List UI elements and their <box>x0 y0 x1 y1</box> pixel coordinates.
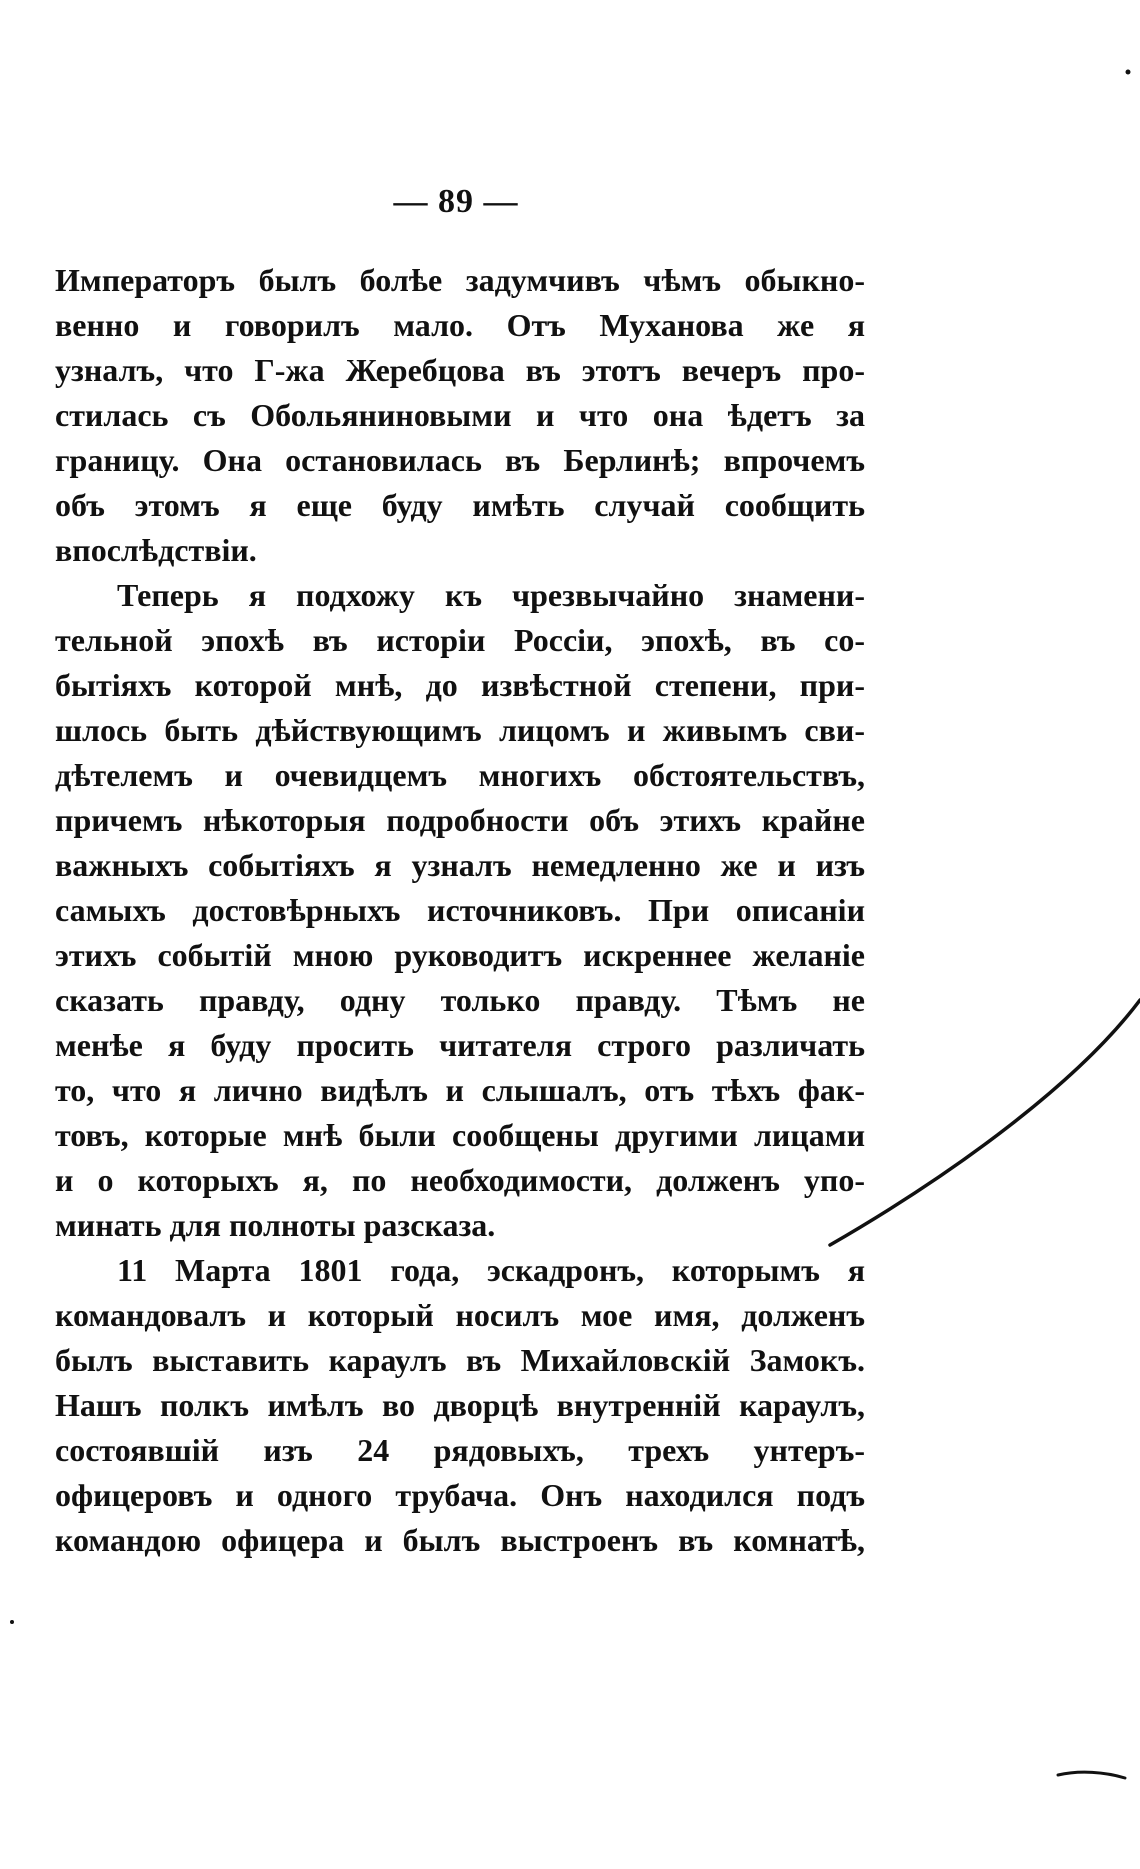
text-line: объ этомъ я еще буду имѣть случай сообщить <box>55 487 865 523</box>
text-line: 11 Марта 1801 года, эскадронъ, которымъ я <box>117 1252 865 1288</box>
text-line: командовалъ и который носилъ мое имя, долженъ <box>55 1297 865 1333</box>
text-line: важныхъ событіяхъ я узналъ немедленно же и изъ <box>55 847 865 883</box>
text-line: менѣе я буду просить читателя строго различать <box>55 1027 865 1063</box>
text-line: стилась съ Обольяниновыми и что она ѣдетъ за <box>55 397 865 433</box>
text-line: сказать правду, одну только правду. Тѣмъ не <box>55 982 865 1018</box>
text-line: товъ, которые мнѣ были сообщены другими лицами <box>55 1117 865 1153</box>
speck-mark <box>1126 70 1131 75</box>
pencil-stroke-mark <box>830 1000 1140 1245</box>
text-line: самыхъ достовѣрныхъ источниковъ. При описаніи <box>55 892 865 928</box>
text-line: состоявшій изъ 24 рядовыхъ, трехъ унтеръ- <box>55 1432 865 1468</box>
text-line: офицеровъ и одного трубача. Онъ находился подъ <box>55 1477 865 1513</box>
speck-mark <box>10 1620 14 1624</box>
text-line: этихъ событій мною руководитъ искреннее желаніе <box>55 937 865 973</box>
text-line: бытіяхъ которой мнѣ, до извѣстной степени, при- <box>55 667 865 703</box>
text-line: впослѣдствіи. <box>55 532 257 568</box>
text-line: тельной эпохѣ въ исторіи Россіи, эпохѣ, въ со- <box>55 622 865 658</box>
text-line: былъ выставить караулъ въ Михайловскій Замокъ. <box>55 1342 865 1378</box>
text-line: венно и говорилъ мало. Отъ Муханова же я <box>55 307 865 343</box>
text-line: причемъ нѣкоторыя подробности объ этихъ крайне <box>55 802 865 838</box>
body-text <box>55 258 865 1563</box>
text-line: Императоръ былъ болѣе задумчивъ чѣмъ обыкно- <box>55 262 865 298</box>
text-line: Теперь я подхожу къ чрезвычайно знамени- <box>117 577 865 613</box>
text-line: Нашъ полкъ имѣлъ во дворцѣ внутренній караулъ, <box>55 1387 865 1423</box>
dash-mark <box>1058 1772 1125 1778</box>
text-line: шлось быть дѣйствующимъ лицомъ и живымъ сви- <box>55 712 865 748</box>
text-line: командою офицера и былъ выстроенъ въ комнатѣ, <box>55 1522 865 1558</box>
text-line: то, что я лично видѣлъ и слышалъ, отъ тѣхъ фак- <box>55 1072 865 1108</box>
text-line: дѣтелемъ и очевидцемъ многихъ обстоятельствъ, <box>55 757 865 793</box>
page-number: — 89 — <box>393 183 519 220</box>
text-line: минать для полноты разсказа. <box>55 1207 496 1243</box>
text-line: и о которыхъ я, по необходимости, долженъ упо- <box>55 1162 865 1198</box>
text-line: границу. Она остановилась въ Берлинѣ; впрочемъ <box>55 442 865 478</box>
text-line: узналъ, что Г-жа Жеребцова въ этотъ вечеръ про- <box>55 352 865 388</box>
